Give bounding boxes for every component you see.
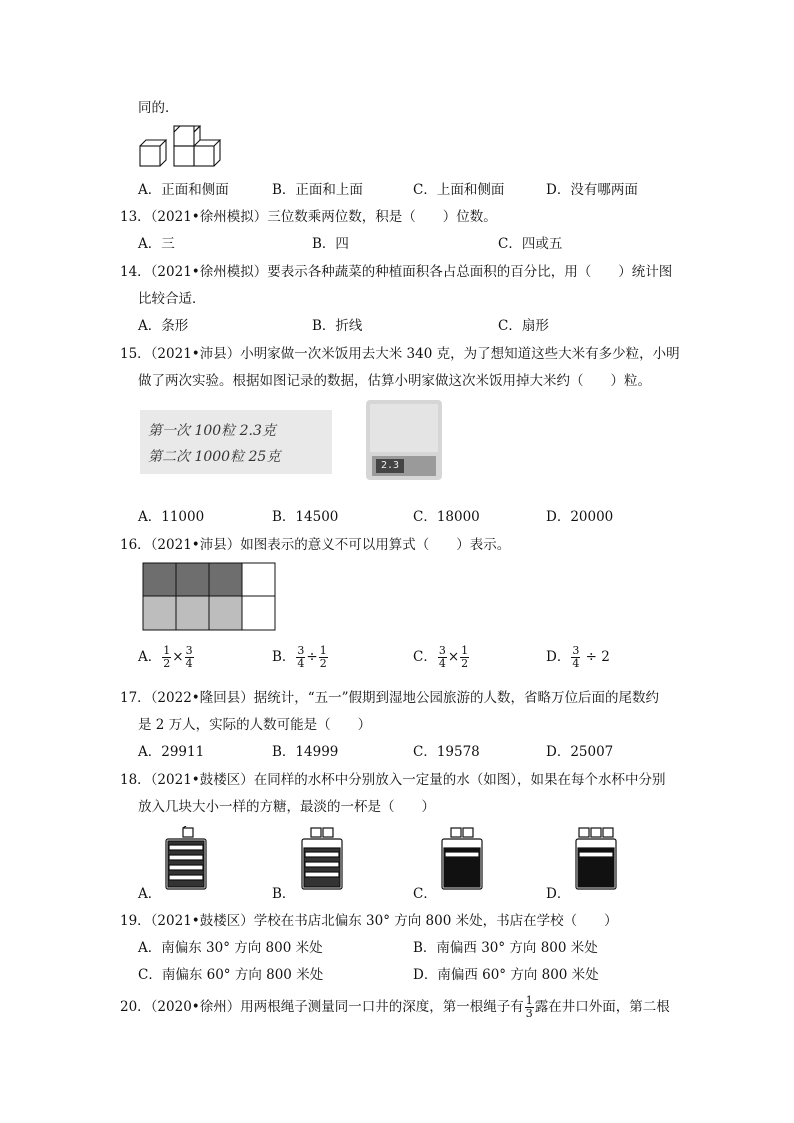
fraction xyxy=(525,995,534,1020)
q16-option-a[interactable] xyxy=(138,645,195,670)
q19-stem: 19．（2021•鼓楼区）学校在书店北偏东 30° 方向 800 米处，书店在学校（ ） xyxy=(120,913,618,929)
q18-option-c[interactable]: C． xyxy=(413,886,437,902)
fraction xyxy=(571,645,580,670)
numerator: 1 xyxy=(319,644,327,657)
operator: ÷ xyxy=(306,649,318,665)
option-letter: D． xyxy=(546,649,571,665)
q13-stem: 13．（2021•徐州模拟）三位数乘两位数，积是（ ）位数。 xyxy=(120,209,497,225)
q17-stem-line2: 是 2 万人，实际的人数可能是（ ） xyxy=(138,717,372,733)
q16-stem: 16．（2021•沛县）如图表示的意义不可以用算式（ ）表示。 xyxy=(120,537,511,553)
q18-option-a[interactable]: A． xyxy=(138,886,162,902)
q12-option-a[interactable]: A．正面和侧面 xyxy=(138,182,229,198)
denominator: 4 xyxy=(572,657,580,670)
fraction xyxy=(460,645,469,670)
handwritten-note-image xyxy=(140,410,332,474)
fraction xyxy=(162,645,171,670)
denominator: 3 xyxy=(525,1007,533,1020)
note-line-1: 第一次 100粒 2.3克 xyxy=(148,423,276,439)
cup-a-figure xyxy=(162,826,212,892)
q17-option-b[interactable]: B．14999 xyxy=(272,744,339,760)
fraction-grid-figure xyxy=(142,562,278,632)
q15-option-b[interactable]: B．14500 xyxy=(272,509,339,525)
q15-option-a[interactable]: A．11000 xyxy=(138,509,205,525)
q14-option-a[interactable]: A．条形 xyxy=(138,318,189,334)
q18-stem-line1: 18．（2021•鼓楼区）在同样的水杯中分别放入一定量的水（如图），如果在每个水杯中分别 xyxy=(120,772,666,788)
q20-stem-part2: 露在井口外面，第二根 xyxy=(534,999,670,1015)
q19-option-d[interactable]: D．南偏西 60° 方向 800 米处 xyxy=(413,967,599,983)
numerator: 1 xyxy=(163,644,171,657)
q15-stem-line2: 做了两次实验。根据如图记录的数据，估算小明家做这次米饭用掉大米约（ ）粒。 xyxy=(138,373,651,389)
q12-option-c[interactable]: C．上面和侧面 xyxy=(413,182,505,198)
q12-continuation: 同的． xyxy=(138,100,179,116)
cup-c-figure xyxy=(438,826,488,892)
q14-stem-line1: 14．（2021•徐州模拟）要表示各种蔬菜的种植面积各占总面积的百分比，用（ ）统计图 xyxy=(120,264,673,280)
q20-stem xyxy=(120,995,670,1020)
q14-option-b[interactable]: B．折线 xyxy=(312,318,363,334)
q12-option-d[interactable]: D．没有哪两面 xyxy=(546,182,638,198)
option-letter: B． xyxy=(272,649,296,665)
q12-option-b[interactable]: B．正面和上面 xyxy=(272,182,363,198)
scale-display: 2.3 xyxy=(376,459,404,473)
q14-option-c[interactable]: C．扇形 xyxy=(498,318,549,334)
q18-option-b[interactable]: B． xyxy=(272,886,296,902)
note-line-2: 第二次 1000粒 25克 xyxy=(148,449,281,465)
q17-option-a[interactable]: A．29911 xyxy=(138,744,205,760)
numerator: 3 xyxy=(572,644,580,657)
option-letter: A． xyxy=(138,649,162,665)
q18-stem-line2: 放入几块大小一样的方糖，最淡的一杯是（ ） xyxy=(138,799,435,815)
q15-stem-line1: 15．（2021•沛县）小明家做一次米饭用去大米 340 克，为了想知道这些大米有多少粒，小明 xyxy=(120,346,680,362)
fraction xyxy=(296,645,305,670)
q13-option-c[interactable]: C．四或五 xyxy=(498,236,563,252)
q14-stem-line2: 比较合适． xyxy=(138,291,206,307)
cup-b-figure xyxy=(298,826,348,892)
q13-option-a[interactable]: A．三 xyxy=(138,236,175,252)
q18-option-d[interactable]: D． xyxy=(546,886,571,902)
numerator: 1 xyxy=(461,644,469,657)
denominator: 4 xyxy=(438,657,446,670)
denominator: 4 xyxy=(185,657,193,670)
denominator: 4 xyxy=(297,657,305,670)
q16-option-c[interactable] xyxy=(413,645,470,670)
cubes-figure xyxy=(138,124,222,170)
fraction xyxy=(438,645,447,670)
numerator: 3 xyxy=(438,644,446,657)
q15-option-d[interactable]: D．20000 xyxy=(546,509,614,525)
q17-option-d[interactable]: D．25007 xyxy=(546,744,614,760)
cup-d-figure xyxy=(572,826,622,892)
denominator: 2 xyxy=(163,657,171,670)
kitchen-scale-image xyxy=(366,400,442,480)
q19-option-a[interactable]: A．南偏东 30° 方向 800 米处 xyxy=(138,940,323,956)
operator-tail: ÷ 2 xyxy=(585,649,610,665)
q15-option-c[interactable]: C．18000 xyxy=(413,509,480,525)
operator: × xyxy=(172,649,184,665)
q16-option-d[interactable] xyxy=(546,645,610,670)
fraction xyxy=(185,645,194,670)
denominator: 2 xyxy=(319,657,327,670)
numerator: 3 xyxy=(185,644,193,657)
denominator: 2 xyxy=(461,657,469,670)
q17-stem-line1: 17．（2022•隆回县）据统计，“五一”假期到湿地公园旅游的人数，省略万位后面的尾数约 xyxy=(120,690,660,706)
q13-option-b[interactable]: B．四 xyxy=(312,236,349,252)
q19-option-b[interactable]: B．南偏西 30° 方向 800 米处 xyxy=(413,940,598,956)
option-letter: C． xyxy=(413,649,437,665)
operator: × xyxy=(447,649,460,665)
numerator: 3 xyxy=(297,644,305,657)
q17-option-c[interactable]: C．19578 xyxy=(413,744,480,760)
numerator: 1 xyxy=(525,994,533,1007)
q19-option-c[interactable]: C．南偏东 60° 方向 800 米处 xyxy=(138,967,324,983)
q20-stem-part1: 20．（2020•徐州）用两根绳子测量同一口井的深度，第一根绳子有 xyxy=(120,999,524,1015)
fraction xyxy=(319,645,328,670)
q16-option-b[interactable] xyxy=(272,645,329,670)
